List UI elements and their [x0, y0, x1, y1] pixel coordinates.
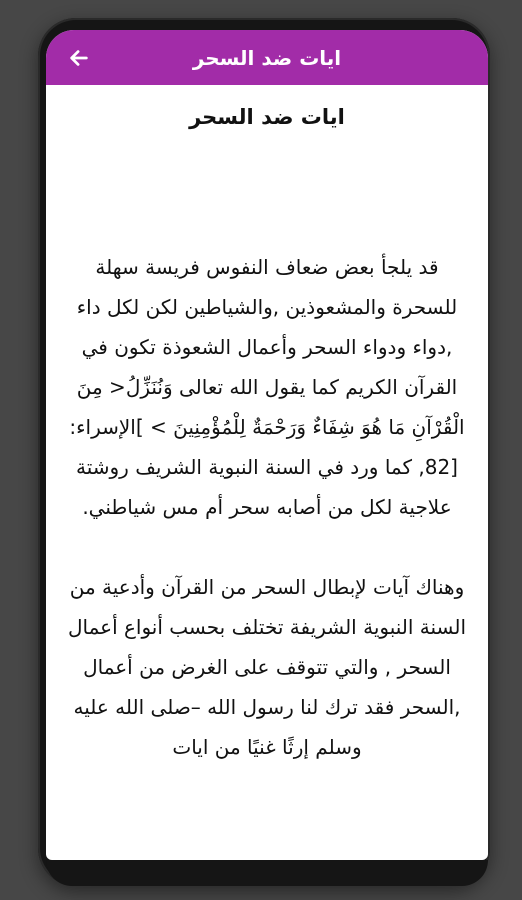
- article-paragraph-1: قد يلجأ بعض ضعاف النفوس فريسة سهلة للسحرة والمشعوذين ,والشياطين لكن لكل داء ,دواء ودواء السحر وأعمال الشعوذة تكون في القرآن الكريم كما يقول الله تعالى وَنُنَزِّلُ< مِنَ الْقُرْآنِ مَا هُوَ شِفَاءٌ وَرَحْمَةٌ لِلْمُؤْمِنِينَ > ]الإسراء: [82, كما ورد في السنة النبوية الشريف روشتة علاجية لكل من أصابه سحر أم مس شياطني.: [69, 255, 465, 519]
- app-bar: [46, 30, 488, 85]
- phone-bottom-bezel: [46, 860, 488, 886]
- spacer: [66, 129, 468, 247]
- back-button[interactable]: [64, 43, 94, 73]
- app-bar-title: ايات ضد السحر: [192, 45, 342, 70]
- article-content[interactable]: [46, 85, 488, 767]
- app-screen: [46, 30, 488, 860]
- article-paragraph-2: وهناك آيات لإبطال السحر من القرآن وأدعية من السنة النبوية الشريفة تختلف بحسب أنواع أعمال السحر , والتي تتوقف على الغرض من أعمال ,السحر فقد ترك لنا رسول الله –صلى الله عليه وسلم إرثًا غنيًا من ايات: [67, 575, 467, 759]
- article-title: ايات ضد السحر: [189, 105, 345, 129]
- paragraph-gap: [66, 527, 468, 567]
- arrow-left-icon: [68, 47, 90, 69]
